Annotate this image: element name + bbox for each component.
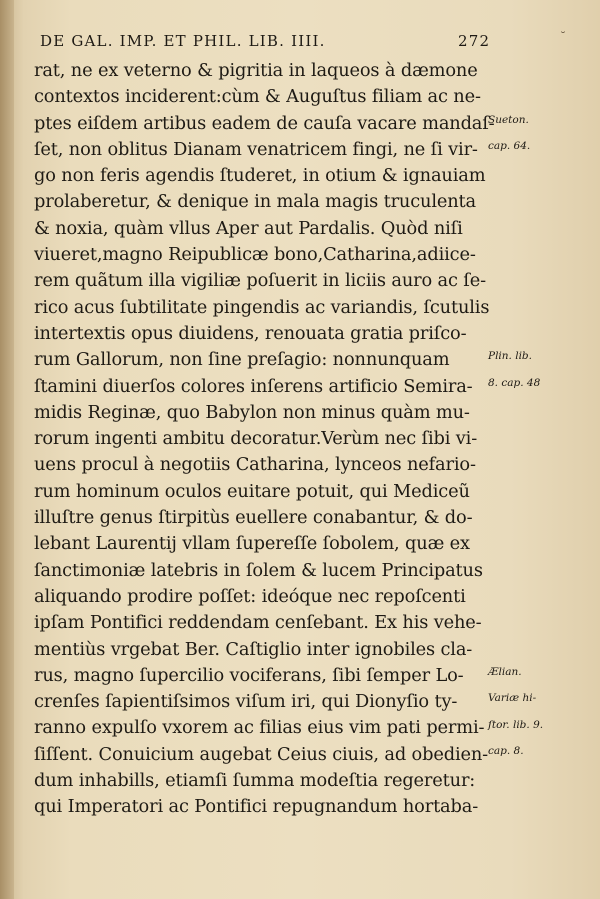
text-line: prolaberetur, & denique in mala magis truculenta	[34, 191, 477, 213]
text-line: rico acus ſubtilitate pingendis ac variandis, ſcutulis	[34, 296, 490, 318]
marginal-note: Variæ hi-	[488, 692, 537, 705]
text-line: crenſes ſapientiſsimos viſum iri, qui Dionyſio ty-	[34, 691, 458, 713]
text-line: go non feris agendis ſtuderet, in otium & ignauiam	[34, 165, 486, 187]
text-line: mentiùs vrgebat Ber. Caſtiglio inter ignobiles cla-	[34, 638, 473, 660]
marginal-note: Plin. lib.	[488, 350, 532, 363]
running-title: DE GAL. IMP. ET PHIL. LIB. IIII.	[40, 32, 326, 50]
text-line: rum Gallorum, non ſine preſagio: nonnunquam	[34, 349, 450, 371]
text-line: ranno expulſo vxorem ac filias eius vim pati permi-	[34, 717, 485, 739]
text-line: rem quãtum illa vigiliæ poſuerit in liciis auro ac ſe-	[34, 270, 486, 292]
marginal-note: cap. 8.	[488, 744, 524, 757]
text-line: rat, ne ex veterno & pigritia in laqueos à dæmone	[34, 60, 478, 81]
text-line: illuſtre genus ſtirpitùs euellere conabantur, & do-	[34, 507, 473, 529]
text-line: rorum ingenti ambitu decoratur.Verùm nec ſibi vi-	[34, 428, 478, 450]
page-number: 272	[458, 32, 491, 50]
main-text	[34, 58, 495, 821]
text-line: lebant Laurentij vllam ſupereſſe ſobolem, quæ ex	[34, 533, 470, 555]
corner-mark: ˘	[560, 30, 568, 44]
text-line: midis Reginæ, quo Babylon non minus quàm mu-	[34, 401, 470, 423]
text-line: ipſam Pontifici reddendam cenſebant. Ex his vehe-	[34, 612, 482, 634]
text-line: dum inhabills, etiamſi ſumma modeſtia regeretur:	[34, 770, 476, 792]
marginal-note: Sueton.	[488, 113, 529, 126]
text-line: viueret,magno Reipublicæ bono,Catharina,adiice-	[34, 244, 476, 266]
text-line: qui Imperatori ac Pontifici repugnandum hortaba-	[34, 796, 479, 818]
marginal-note: 8. cap. 48	[488, 376, 541, 389]
text-line: intertextis opus diuidens, renouata gratia priſco-	[34, 322, 467, 344]
page-gutter	[0, 0, 14, 899]
text-line: uens procul à negotiis Catharina, lynceos nefario-	[34, 454, 476, 476]
text-line: ſet, non oblitus Dianam venatricem fingi, ne ſi vir-	[34, 138, 478, 160]
marginal-note: ſtor. lib. 9.	[488, 718, 544, 731]
text-line: rus, magno ſupercilio vociferans, ſibi ſemper Lo-	[34, 664, 464, 686]
text-line: ptes eiſdem artibus eadem de cauſa vacare mandaſ-	[34, 112, 495, 134]
text-line: contextos inciderent:cùm & Auguſtus filiam ac ne-	[34, 86, 481, 108]
text-line: ſanctimoniæ latebris in ſolem & lucem Principatus	[34, 559, 483, 581]
text-line: aliquando prodire poſſet: ideóque nec repoſcenti	[34, 585, 466, 607]
marginal-note: Ælian.	[488, 665, 522, 678]
text-line: ſiſſent. Conuicium augebat Ceius ciuis, ad obedien-	[34, 743, 489, 765]
text-line: rum hominum oculos euitare potuit, qui Mediceũ	[34, 480, 470, 502]
marginal-note: cap. 64.	[488, 139, 531, 152]
text-line: & noxia, quàm vllus Aper aut Pardalis. Quòd niſi	[34, 217, 463, 239]
text-line: ſtamini diuerſos colores inſerens artificio Semira-	[34, 375, 473, 397]
